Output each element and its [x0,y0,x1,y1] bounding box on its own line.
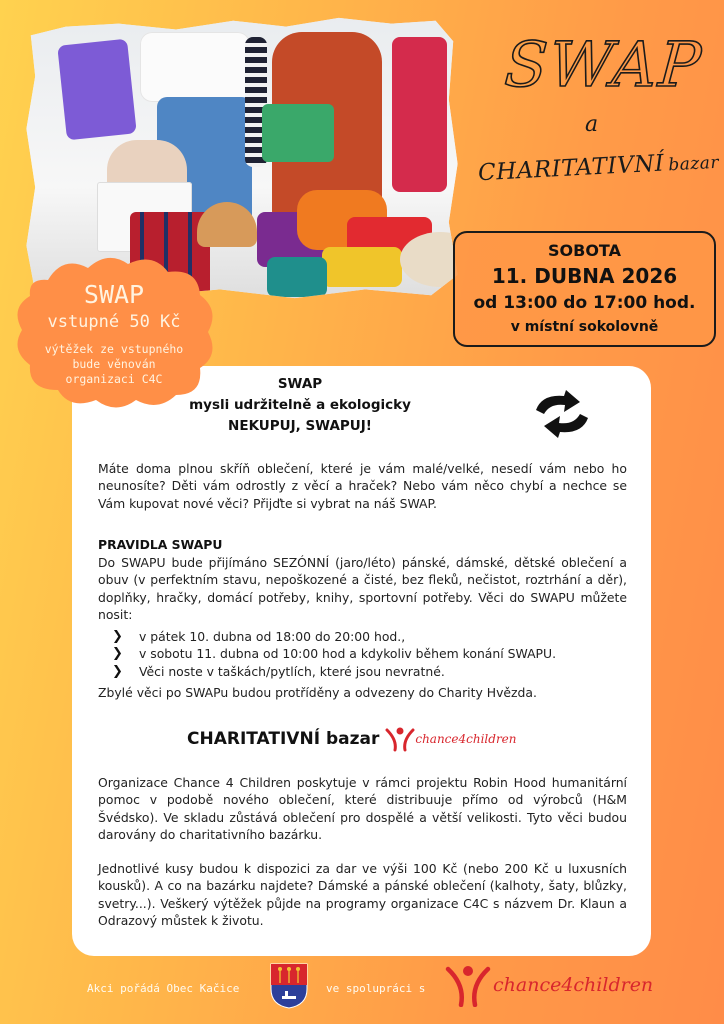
chevron-right-icon: ❯ [112,646,123,662]
list-item-text: v sobotu 11. dubna od 10:00 hod a kdykoliv během konání SWAPU. [139,646,557,662]
swap-intro-text: Máte doma plnou skříň oblečení, které je vám malé/velké, nesedí vám nebo ho neunosíte? Děti vám odrostly z věcí a hraček? Nebo vám něco chybí a nechce se Vám kupovat nové věci? Přijďte si vybrat na náš SWAP. [98,461,627,511]
rules-footer-text: Zbylé věci po SWAPu budou protříděny a odvezeny do Charity Hvězda. [98,685,537,700]
title-connector: a [585,112,599,137]
badge-price: vstupné 50 Kč [47,312,181,332]
subtitle-small: bazar [667,152,720,176]
c4c-logo-text: chance4children [415,732,517,746]
charity-heading [187,726,517,752]
c4c-logo-text: chance4children [493,974,654,996]
list-item [112,663,556,680]
c4c-figure-icon [445,963,491,1007]
c4c-figure-icon [385,726,415,752]
list-item [112,628,556,645]
chevron-right-icon: ❯ [112,663,123,679]
rules-list [112,628,556,680]
swap-heading-line: SWAP [277,376,323,392]
chance4children-logo [385,726,516,752]
badge-note-line: bude věnován [72,357,156,371]
kacice-coat-of-arms-icon [270,963,308,1009]
swap-heading [0,374,600,437]
organizer-text: Akci pořádá Obec Kačice [87,982,240,995]
list-item-text: Věci noste v taškách/pytlích, které jsou nevratné. [139,663,445,679]
badge-note-line: výtěžek ze vstupného [44,342,184,356]
poster-title: SWAP [502,28,706,101]
swap-heading-line: NEKUPUJ, SWAPUJ! [228,418,372,434]
list-item [112,645,556,662]
white-top-garment [140,32,250,102]
chevron-right-icon: ❯ [112,629,123,644]
badge-note-line: organizaci C4C [65,372,163,386]
list-item-text: v pátek 10. dubna od 18:00 do 20:00 hod., [139,629,406,644]
charity-paragraph-2: Jednotlivé kusy budou k dispozici za dar ve výši 100 Kč (nebo 200 Kč u luxusních kousků). A co na bazárku najdete? Dámské a pánské oblečení (kalhoty, šaty, blůzky, svetry...). Veškerý výtěžek půjde na programy organizace C4C s názvem Dr. Klaun a Odrazový můstek k životu. [98,861,627,928]
green-handbag [262,104,334,162]
charity-paragraph-1: Organizace Chance 4 Children poskytuje v rámci projektu Robin Hood humanitární pomoc v podobě nového oblečení, které distribuuje přímo od výrobců (H&M Švédsko). Ve skladu zůstává oblečení pro dospělé a větší velikosti. Tyto věci budou darovány do charitativního bazárku. [98,775,627,842]
event-day: SOBOTA [548,241,621,260]
rules-title: PRAVIDLA SWAPU [98,537,223,552]
badge-title: SWAP [83,280,145,309]
poster-subtitle [477,148,719,187]
chance4children-footer-logo [445,963,653,1007]
clothes-pile [267,257,327,297]
event-date: 11. DUBNA 2026 [491,264,678,288]
cooperation-text: ve spolupráci s [326,982,426,995]
red-coat-garment [392,37,447,192]
event-place: v místní sokolovně [510,319,659,335]
clothes-pile [322,247,402,287]
swap-arrows-icon [528,388,596,440]
swap-heading-line: mysli udržitelně a ekologicky [189,397,411,413]
rules-text: Do SWAPU bude přijímáno SEZÓNNÍ (jaro/léto) pánské, dámské, dětské oblečení a obuv (v perfektním stavu, nepoškozené a čisté, bez fleků, nečistot, roztrhání a děr), doplňky, hračky, domácí potřeby, knihy, sportovní potřeby. Věci do SWAPU můžete nosit: [98,555,627,622]
event-time: od 13:00 do 17:00 hod. [473,293,696,313]
purple-top-garment [57,39,137,141]
subtitle-caps: CHARITATIVNÍ [477,150,665,187]
charity-heading-text: CHARITATIVNÍ bazar [187,729,380,749]
event-date-box [453,231,716,347]
